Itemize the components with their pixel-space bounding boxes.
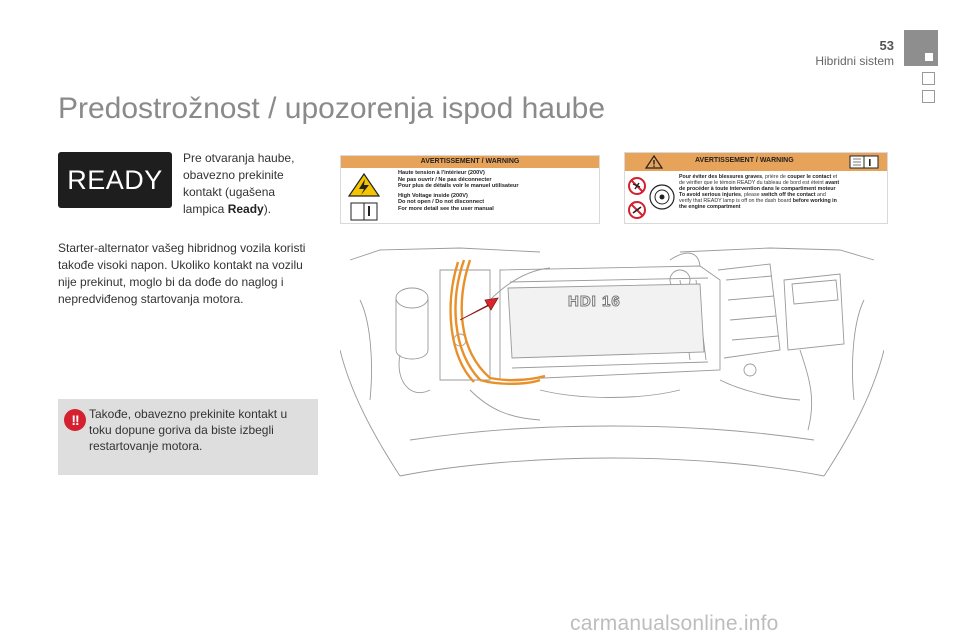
warning-label-text — [398, 170, 598, 212]
engine-line-art — [340, 248, 884, 476]
label-bold: de procéder à toute intervention dans le compartiment moteur — [679, 186, 836, 193]
chapter-tab-active[interactable] — [904, 30, 938, 66]
arrow-icon — [460, 298, 498, 320]
watermark: carmanualsonline.info — [570, 612, 779, 635]
ready-badge: READY — [58, 152, 172, 208]
label-line: Do not open / Do not disconnect — [398, 199, 485, 205]
warning-label-text — [679, 174, 885, 211]
prohibited-actions-icon — [627, 173, 677, 223]
body-paragraph: Starter-alternator vašeg hibridnog vozila koristi takođe visoki napon. Ukoliko kontakt na vozilu nije prekinut, moglo bi da dođe do naglog i nepredviđenog startovanja motora. — [58, 241, 306, 306]
label-line: High Voltage inside (200V) — [398, 192, 468, 199]
engine-badge: HDI 16 — [568, 293, 621, 310]
label-bold: Pour éviter des blessures graves — [679, 174, 763, 180]
intro-bold: Ready — [227, 202, 264, 216]
exclamation-icon: !! — [64, 409, 86, 431]
warning-label-header: AVERTISSEMENT / WARNING — [341, 156, 599, 168]
page-number: 53 — [879, 38, 894, 53]
warning-label-1 — [340, 155, 600, 224]
label-bold: couper le contact — [787, 174, 832, 180]
high-voltage-icon — [347, 172, 381, 222]
intro-tail: ). — [263, 202, 272, 216]
label-line: Haute tension à l'intérieur (200V) — [398, 170, 485, 176]
label-bold: before working in — [792, 198, 837, 205]
label-bold: the engine compartment — [679, 204, 741, 211]
label-text: et — [831, 174, 838, 180]
label-line: For more detail see the user manual — [398, 205, 494, 212]
notice-box — [58, 399, 318, 475]
label-bold: switch off the contact — [761, 192, 816, 199]
warning-triangle-icon — [645, 155, 663, 169]
label-bold: avant — [825, 180, 840, 187]
intro-lead: Pre otvaranja haube, obavezno prekinite kontakt (ugašena lampica — [183, 151, 295, 216]
label-text: , please — [741, 192, 762, 199]
manual-book-icon — [849, 155, 879, 169]
label-line: Pour plus de détails voir le manuel utilisateur — [398, 183, 519, 189]
intro-paragraph — [183, 150, 313, 218]
label-text: , prière de — [762, 174, 788, 180]
label-bold: To avoid serious injuries — [679, 192, 742, 199]
warning-label-header-bar — [625, 153, 887, 171]
warning-label-header: AVERTISSEMENT / WARNING — [695, 157, 794, 164]
chapter-tab[interactable] — [922, 90, 935, 103]
label-text: verify that READY lamp is off on the dash board — [679, 198, 793, 205]
notice-text: Takođe, obavezno prekinite kontakt u toku dopune goriva da biste izbegli restartovanje motora. — [89, 407, 288, 453]
label-line — [679, 204, 885, 210]
warning-label-2 — [624, 152, 888, 224]
page-title: Predostrožnost / upozorenja ispod haube — [58, 92, 606, 125]
chapter-tab[interactable] — [922, 72, 935, 85]
label-text: and — [815, 192, 826, 199]
label-text: de vérifier que le témoin READY du tableau de bord est éteint — [679, 180, 826, 187]
square-icon — [925, 53, 933, 61]
label-line: Ne pas ouvrir / Ne pas déconnecter — [398, 176, 492, 183]
engine-compartment-illustration — [340, 240, 884, 478]
section-name: Hibridni sistem — [815, 54, 894, 68]
